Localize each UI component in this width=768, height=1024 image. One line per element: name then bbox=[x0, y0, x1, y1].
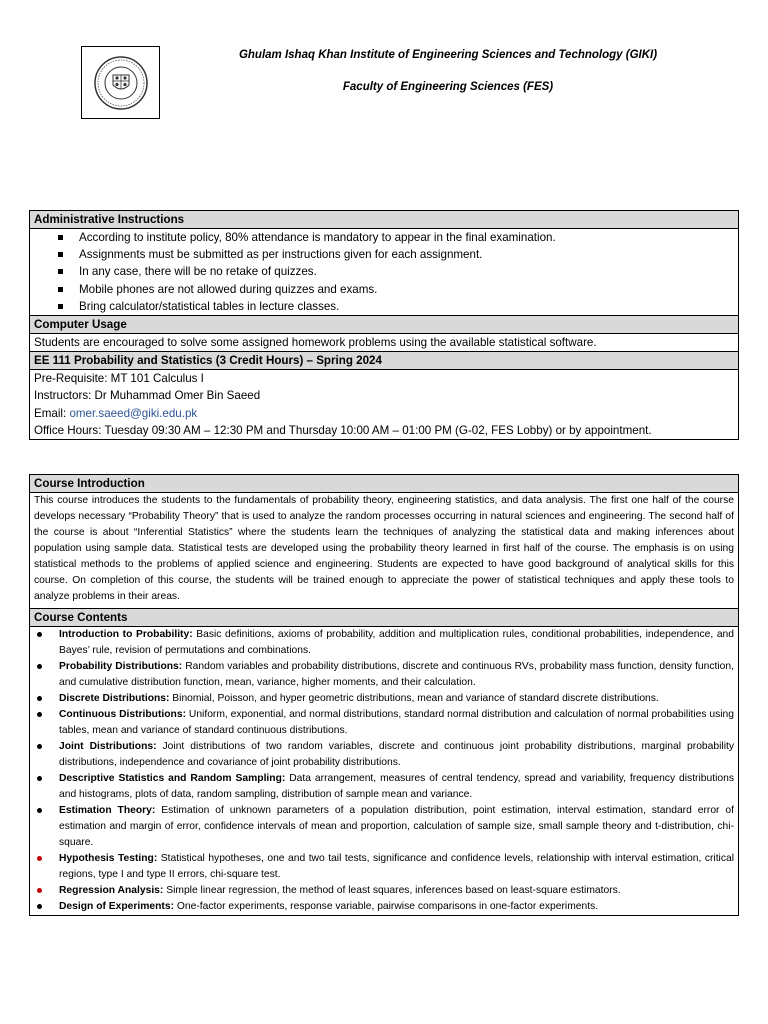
bullet-icon bbox=[58, 235, 63, 240]
list-item: Continuous Distributions: Uniform, exponential, and normal distributions, standard normal distribution and calculation of normal probabilities using tables, mean and variance of standard continuous distributions. bbox=[30, 707, 738, 739]
email-link[interactable]: omer.saeed@giki.edu.pk bbox=[69, 406, 198, 420]
bullet-icon bbox=[37, 904, 42, 909]
list-item: Descriptive Statistics and Random Sampling: Data arrangement, measures of central tendency, spread and variability, frequency distributions and histograms, plots of data, random sampling, distribution of sample mean and variance. bbox=[30, 771, 738, 803]
logo-frame bbox=[81, 46, 160, 119]
bullet-icon bbox=[37, 776, 42, 781]
admin-table bbox=[29, 210, 739, 440]
red-bullet-icon bbox=[37, 856, 42, 861]
bullet-icon bbox=[37, 712, 42, 717]
computer-text: Students are encouraged to solve some assigned homework problems using the available statistical software. bbox=[34, 336, 597, 350]
course-title: EE 111 Probability and Statistics (3 Credit Hours) – Spring 2024 bbox=[30, 352, 738, 370]
bullet-icon bbox=[58, 269, 63, 274]
list-item: Estimation Theory: Estimation of unknown parameters of a population distribution, point estimation, interval estimation, standard error of estimation and margin of error, confidence intervals of mean and proportion, calculation of sample size, small sample theory and t-distribution, chi-square. bbox=[30, 803, 738, 851]
list-item: Discrete Distributions: Binomial, Poisson, and hyper geometric distributions, mean and variance of standard discrete distributions. bbox=[30, 691, 738, 707]
bullet-icon bbox=[37, 696, 42, 701]
intro-text: This course introduces the students to the fundamentals of probability theory, engineering statistics, and data analysis. The first one half of the course develops necessary “Probability Theory” that is used to analyze the random processes occurring in natural sciences and engineering. The second half of the course is about “Inferential Statistics” where the students learn the techniques of analyzing the statistical data and making inferences about population using sample data. Statistical tests are developed using the probability theory learned in first half of the course. The emphasis is on using statistical methods to the problems of applied science and engineering. Students are expected to have good background of analytical skills for this course. On completion of this course, the students will be trained enough to appreciate the power of statistical techniques and apply these tools to analyze problems in their areas. bbox=[34, 495, 734, 602]
list-item: Probability Distributions: Random variables and probability distributions, discrete and continuous RVs, probability mass function, density function, and cumulative distribution function, mean, variance, higher moments, and their calculation. bbox=[30, 659, 738, 691]
course-table bbox=[29, 474, 739, 916]
list-item: Assignments must be submitted as per instructions given for each assignment. bbox=[54, 246, 738, 263]
faculty-name: Faculty of Engineering Sciences (FES) bbox=[342, 81, 554, 93]
giki-seal-icon bbox=[93, 55, 149, 111]
contents-list bbox=[30, 627, 738, 915]
list-item: Introduction to Probability: Basic definitions, axioms of probability, addition and multiplication rules, conditional probabilities, independence, and Bayes’ rule, revision of permutations and combinations. bbox=[30, 627, 738, 659]
contents-title: Course Contents bbox=[30, 609, 738, 627]
admin-title: Administrative Instructions bbox=[30, 211, 738, 229]
list-item: Bring calculator/statistical tables in lecture classes. bbox=[54, 298, 738, 315]
bullet-icon bbox=[37, 744, 42, 749]
bullet-icon bbox=[58, 287, 63, 292]
email-row: Email: omer.saeed@giki.edu.pk bbox=[34, 406, 198, 420]
list-item: Mobile phones are not allowed during quizzes and exams. bbox=[54, 281, 738, 298]
instructors: Instructors: Dr Muhammad Omer Bin Saeed bbox=[34, 389, 261, 403]
list-item: Joint Distributions: Joint distributions of two random variables, discrete and continuous joint probability distributions, marginal probability distributions, independence and covariance of joint probability distributions. bbox=[30, 739, 738, 771]
bullet-icon bbox=[37, 664, 42, 669]
list-item: Regression Analysis: Simple linear regression, the method of least squares, inferences based on least-square estimators. bbox=[30, 883, 738, 899]
intro-title: Course Introduction bbox=[30, 475, 738, 493]
red-bullet-icon bbox=[37, 888, 42, 893]
computer-title: Computer Usage bbox=[30, 316, 738, 334]
bullet-icon bbox=[58, 304, 63, 309]
list-item: Hypothesis Testing: Statistical hypotheses, one and two tail tests, significance and confidence levels, relationship with interval estimation, critical regions, type I and type II errors, chi-square test. bbox=[30, 851, 738, 883]
bullet-icon bbox=[37, 632, 42, 637]
list-item: In any case, there will be no retake of quizzes. bbox=[54, 263, 738, 280]
institute-name: Ghulam Ishaq Khan Institute of Engineering Sciences and Technology (GIKI) bbox=[238, 49, 658, 61]
list-item: Design of Experiments: One-factor experiments, response variable, pairwise comparisons in one-factor experiments. bbox=[30, 899, 738, 915]
admin-list bbox=[30, 229, 738, 315]
course-details bbox=[30, 370, 738, 439]
list-item: According to institute policy, 80% attendance is mandatory to appear in the final examination. bbox=[54, 229, 738, 246]
bullet-icon bbox=[37, 808, 42, 813]
office-hours: Office Hours: Tuesday 09:30 AM – 12:30 PM and Thursday 10:00 AM – 01:00 PM (G-02, FES Lobby) or by appointment. bbox=[34, 423, 652, 437]
prerequisite: Pre-Requisite: MT 101 Calculus I bbox=[34, 372, 204, 386]
bullet-icon bbox=[58, 252, 63, 257]
